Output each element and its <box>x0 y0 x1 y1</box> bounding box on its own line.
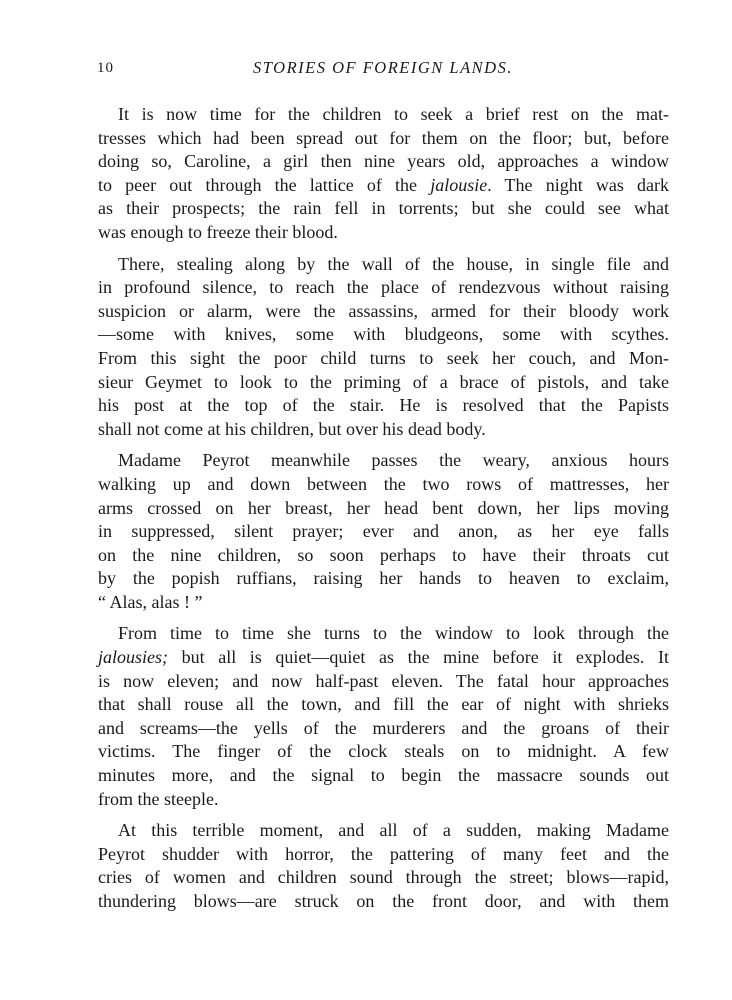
text-line: shall not come at his children, but over his dead body. <box>98 418 486 439</box>
book-title: STORIES OF FOREIGN LANDS. <box>253 58 513 77</box>
text-line: Peyrot shudder with horror, the pattering of many feet and the <box>98 843 669 864</box>
text-line: in suppressed, silent prayer; ever and anon, as her eye falls <box>98 521 669 542</box>
text-line: From time to time she turns to the window to look through the <box>118 623 669 644</box>
text-line: It is now time for the children to seek a brief rest on the mat- <box>118 104 669 124</box>
text-line: by the popish ruffians, raising her hands to heaven to exclaim, <box>98 568 669 589</box>
text-line: and screams—the yells of the murderers and the groans of their <box>98 717 669 738</box>
text-line: There, stealing along by the wall of the house, in single file and <box>118 253 669 274</box>
text-line: that shall rouse all the town, and fill the ear of night with shrieks <box>98 694 669 715</box>
text-line: his post at the top of the stair. He is resolved that the Papists <box>98 395 669 416</box>
text-line: from the steeple. <box>98 788 219 809</box>
italic-word: jalousies; <box>98 647 168 668</box>
text-line: walking up and down between the two rows of mattresses, her <box>98 473 669 494</box>
text-line: cries of women and children sound through the street; blows—rapid, <box>98 867 669 888</box>
text-line: to peer out through the lattice of the jalousie. The night was dark <box>98 174 670 195</box>
text-line: jalousies; but all is quiet—quiet as the mine before it explodes. It <box>98 647 669 668</box>
text-line: —some with knives, some with bludgeons, some with scythes. <box>98 324 669 345</box>
paragraph <box>98 622 669 811</box>
text-line: From this sight the poor child turns to seek her couch, and Mon- <box>98 347 669 368</box>
text-line: is now eleven; and now half-past eleven. The fatal hour approaches <box>98 670 669 691</box>
text-line: thundering blows—are struck on the front door, and with them <box>98 891 669 911</box>
paragraph <box>98 103 669 245</box>
text-line: in profound silence, to reach the place of rendezvous without raising <box>98 277 669 298</box>
text-line: Madame Peyrot meanwhile passes the weary, anxious hours <box>118 450 669 471</box>
italic-word: jalousie <box>430 174 488 195</box>
page-number: 10 <box>97 60 114 76</box>
running-head <box>97 58 669 82</box>
paragraph <box>98 449 669 614</box>
text-line: tresses which had been spread out for them on the floor; but, before <box>98 127 669 148</box>
text-line: At this terrible moment, and all of a sudden, making Madame <box>118 820 669 841</box>
text-line: minutes more, and the signal to begin the massacre sounds out <box>98 765 669 786</box>
paragraph <box>98 819 669 913</box>
text-line: “ Alas, alas ! ” <box>98 591 203 612</box>
text-line: on the nine children, so soon perhaps to have their throats cut <box>98 544 669 565</box>
text-line: sieur Geymet to look to the priming of a brace of pistols, and take <box>98 371 669 392</box>
text-line: suspicion or alarm, were the assassins, armed for their bloody work <box>98 300 669 321</box>
text-line: doing so, Caroline, a girl then nine years old, approaches a window <box>98 151 669 172</box>
body-text <box>98 103 669 922</box>
text-line: as their prospects; the rain fell in torrents; but she could see what <box>98 198 669 219</box>
text-line: arms crossed on her breast, her head bent down, her lips moving <box>98 497 669 518</box>
text-line: was enough to freeze their blood. <box>98 221 338 242</box>
text-line: victims. The finger of the clock steals on to midnight. A few <box>98 741 669 762</box>
paragraph <box>98 253 669 442</box>
